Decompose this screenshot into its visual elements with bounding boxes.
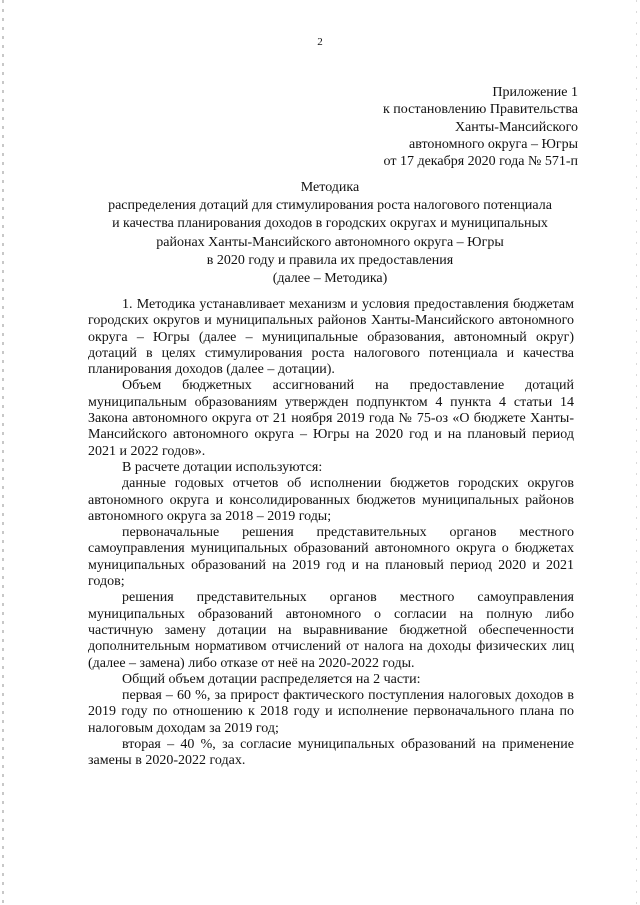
appendix-line: Приложение 1 bbox=[492, 85, 578, 100]
document-body bbox=[88, 297, 574, 770]
document-title bbox=[80, 179, 580, 288]
paragraph: первая – 60 %, за прирост фактического поступления налоговых доходов в 2019 году по отношению к 2018 году и исполнение первоначального плана по налоговым доходам за 2019 год; bbox=[88, 688, 574, 736]
paragraph: Общий объем дотации распределяется на 2 части: bbox=[122, 671, 421, 687]
paragraph: решения представительных органов местного самоуправления муниципальных образований автономного о согласии на полную либо частичную замену дотации на выравнивание бюджетной обеспеченности дополнительным нормативом отчислений от налога на доходы физических лиц (далее – замена) либо отказе от неё на 2020-2022 годы. bbox=[88, 590, 574, 671]
paragraph: 1. Методика устанавливает механизм и условия предоставления бюджетам городских округов и муниципальных районов Ханты-Мансийского автономного округа – Югры (далее – муниципальные образования, автономный округ) дотаций в целях стимулирования роста налогового потенциала и качества планирования доходов (далее – дотации). bbox=[88, 297, 574, 378]
appendix-line: от 17 декабря 2020 года № 571-п bbox=[383, 154, 578, 170]
scan-edge-left bbox=[2, 0, 4, 905]
paragraph: вторая – 40 %, за согласие муниципальных образований на применение замены в 2020-2022 годах. bbox=[88, 737, 574, 769]
title-line: Методика bbox=[300, 180, 360, 195]
title-line: в 2020 году и правила их предоставления bbox=[206, 252, 454, 268]
page-number: 2 bbox=[317, 36, 323, 48]
title-line: районах Ханты-Мансийского автономного округа – Югры bbox=[156, 234, 504, 250]
paragraph: первоначальные решения представительных органов местного самоуправления муниципальных образований автономного округа о бюджетах муниципальных образований на 2019 год и на плановый период 2020 и 2021 годов; bbox=[88, 525, 574, 590]
paragraph: В расчете дотации используются: bbox=[122, 459, 323, 475]
paragraph: данные годовых отчетов об исполнении бюджетов городских округов автономного округа и консолидированных бюджетов муниципальных районов автономного округа за 2018 – 2019 годы; bbox=[88, 476, 574, 524]
appendix-line: Ханты-Мансийского bbox=[454, 119, 578, 135]
title-line: и качества планирования доходов в городских округах и муниципальных bbox=[112, 216, 548, 232]
paragraph: Объем бюджетных ассигнований на предоставление дотаций муниципальным образованиям утвержден подпунктом 4 пункта 4 статьи 14 Закона автономного округа от 21 ноября 2019 года № 75-оз «О бюджете Ханты-Мансийского автономного округа – Югры на 2020 год и на плановый период 2021 и 2022 годов». bbox=[88, 378, 574, 459]
title-line: (далее – Методика) bbox=[272, 271, 388, 287]
appendix-line: автономного округа – Югры bbox=[409, 136, 578, 152]
appendix-line: к постановлению Правительства bbox=[382, 102, 578, 118]
scan-edge-right bbox=[636, 0, 637, 905]
appendix-header bbox=[383, 84, 578, 170]
title-line: распределения дотаций для стимулирования роста налогового потенциала bbox=[108, 198, 552, 214]
